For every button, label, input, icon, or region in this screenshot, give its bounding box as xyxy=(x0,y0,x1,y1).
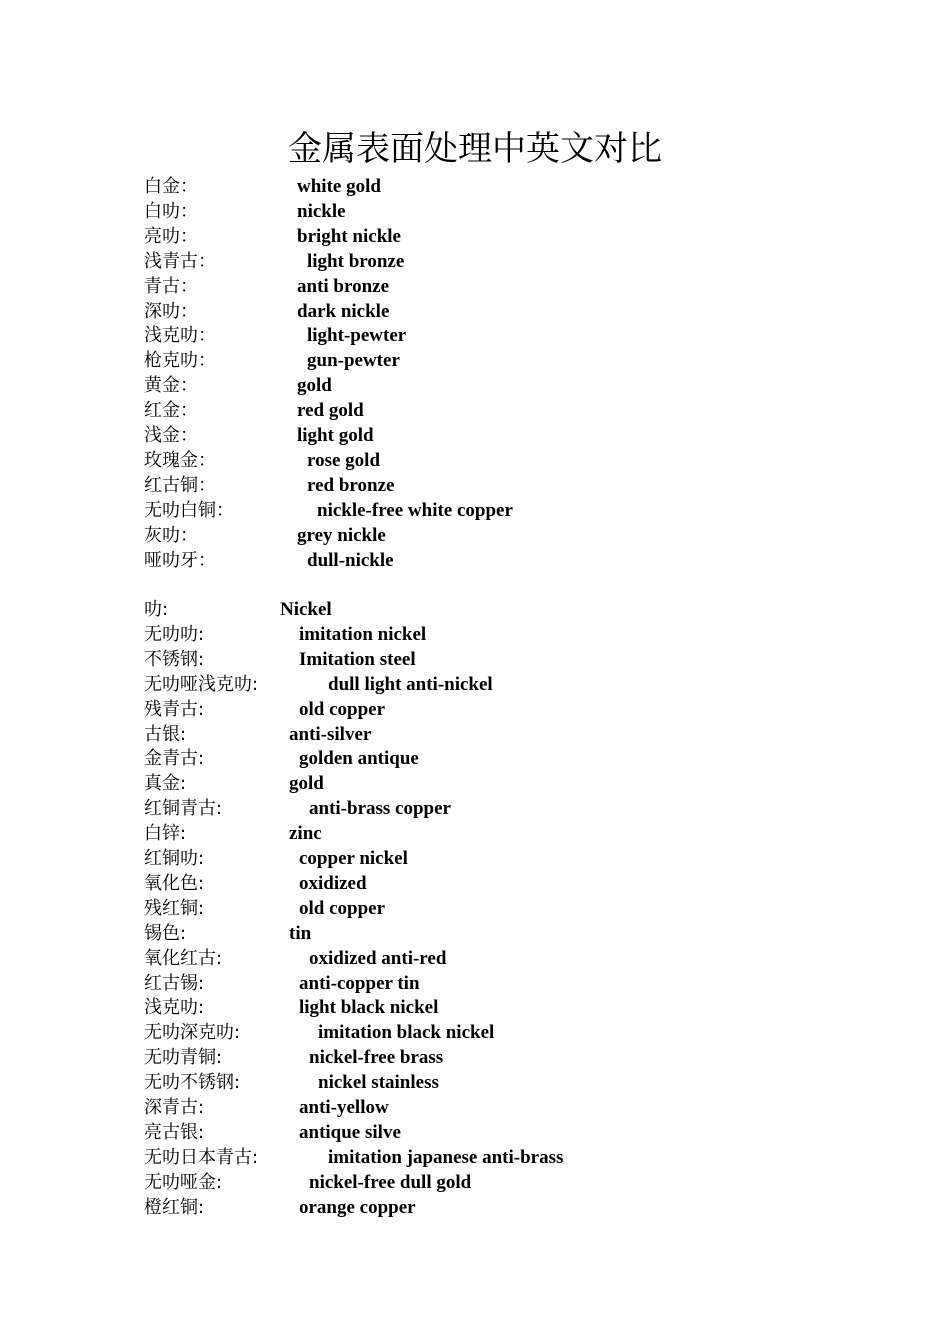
english-term: gold xyxy=(289,773,324,795)
english-term: orange copper xyxy=(299,1196,416,1218)
english-term: light-pewter xyxy=(307,325,407,347)
english-term: rose gold xyxy=(307,449,381,471)
english-term: dark nickle xyxy=(297,300,390,322)
chinese-term: 古银: xyxy=(144,723,187,745)
english-term: Nickel xyxy=(280,599,332,620)
english-term: oxidized anti-red xyxy=(309,947,447,969)
chinese-term: 无叻哑金: xyxy=(144,1171,223,1193)
chinese-term: 白金： xyxy=(144,176,198,197)
english-term: anti-copper tin xyxy=(299,972,420,994)
english-term: oxidized xyxy=(299,872,367,894)
chinese-term: 锡色: xyxy=(144,922,187,944)
chinese-term: 玫瑰金： xyxy=(144,449,216,471)
english-term: bright nickle xyxy=(297,225,401,247)
chinese-term: 残青古: xyxy=(144,698,205,720)
english-term: light gold xyxy=(297,425,374,446)
english-term: grey nickle xyxy=(297,524,386,546)
chinese-term: 无叻深克叻: xyxy=(144,1022,241,1044)
english-term: light bronze xyxy=(307,250,405,272)
english-term: imitation japanese anti-brass xyxy=(328,1146,564,1168)
chinese-term: 亮叻： xyxy=(144,225,198,247)
english-term: gun-pewter xyxy=(307,350,400,372)
chinese-term: 红铜叻: xyxy=(144,848,205,869)
chinese-term: 红古铜： xyxy=(144,474,216,496)
chinese-term: 无叻日本青古: xyxy=(144,1146,259,1168)
chinese-term: 无叻哑浅克叻: xyxy=(144,673,259,695)
english-term: nickle-free white copper xyxy=(317,499,513,521)
english-term: red gold xyxy=(297,400,364,422)
english-term: old copper xyxy=(299,698,386,720)
english-term: nickel stainless xyxy=(318,1072,439,1094)
english-term: imitation black nickel xyxy=(318,1022,495,1044)
chinese-term: 无叻不锈钢: xyxy=(144,1072,241,1094)
english-term: Imitation steel xyxy=(299,648,416,670)
chinese-term: 叻: xyxy=(144,599,169,620)
english-term: white gold xyxy=(297,176,381,197)
chinese-term: 氧化色: xyxy=(144,872,205,894)
chinese-term: 浅青古： xyxy=(144,250,216,272)
english-term: tin xyxy=(289,922,312,944)
chinese-term: 红古锡: xyxy=(144,972,205,994)
chinese-term: 黄金： xyxy=(144,375,198,397)
english-term: imitation nickel xyxy=(299,623,427,645)
english-term: dull light anti-nickel xyxy=(328,673,493,695)
chinese-term: 橙红铜: xyxy=(144,1196,205,1218)
english-term: anti-silver xyxy=(289,723,372,745)
chinese-term: 残红铜: xyxy=(144,897,205,919)
chinese-term: 浅克叻： xyxy=(144,325,216,347)
chinese-term: 深青古: xyxy=(144,1097,205,1118)
chinese-term: 红金： xyxy=(144,400,198,422)
chinese-term: 无叻白铜： xyxy=(144,499,234,521)
english-term: nickel-free brass xyxy=(309,1047,444,1069)
chinese-term: 氧化红古: xyxy=(144,947,223,969)
chinese-term: 无叻叻: xyxy=(144,623,205,645)
chinese-term: 金青古: xyxy=(144,748,205,770)
english-term: anti-yellow xyxy=(299,1097,389,1118)
english-term: antique silve xyxy=(299,1121,401,1143)
english-term: anti-brass copper xyxy=(309,798,451,820)
chinese-term: 无叻青铜: xyxy=(144,1047,223,1069)
english-term: light black nickel xyxy=(299,997,439,1019)
english-term: copper nickel xyxy=(299,848,408,869)
chinese-term: 灰叻： xyxy=(144,524,198,546)
chinese-term: 枪克叻： xyxy=(144,350,216,372)
english-term: golden antique xyxy=(299,748,419,770)
english-term: nickle xyxy=(297,200,346,222)
document-title: 金属表面处理中英文对比 xyxy=(288,129,662,169)
chinese-term: 白叻： xyxy=(144,200,198,222)
chinese-term: 红铜青古: xyxy=(144,798,223,820)
chinese-term: 深叻： xyxy=(144,300,198,322)
english-term: anti bronze xyxy=(297,275,390,297)
chinese-term: 白锌: xyxy=(144,823,187,845)
chinese-term: 哑叻牙： xyxy=(144,549,216,571)
english-term: dull-nickle xyxy=(307,549,394,571)
chinese-term: 青古： xyxy=(144,275,198,297)
chinese-term: 浅克叻: xyxy=(144,997,205,1019)
english-term: zinc xyxy=(289,823,322,845)
english-term: red bronze xyxy=(307,474,395,496)
chinese-term: 亮古银: xyxy=(144,1121,205,1143)
chinese-term: 不锈钢: xyxy=(144,648,205,670)
english-term: gold xyxy=(297,375,332,397)
chinese-term: 真金: xyxy=(144,773,187,795)
chinese-term: 浅金： xyxy=(144,425,198,446)
english-term: nickel-free dull gold xyxy=(309,1171,472,1193)
english-term: old copper xyxy=(299,897,386,919)
